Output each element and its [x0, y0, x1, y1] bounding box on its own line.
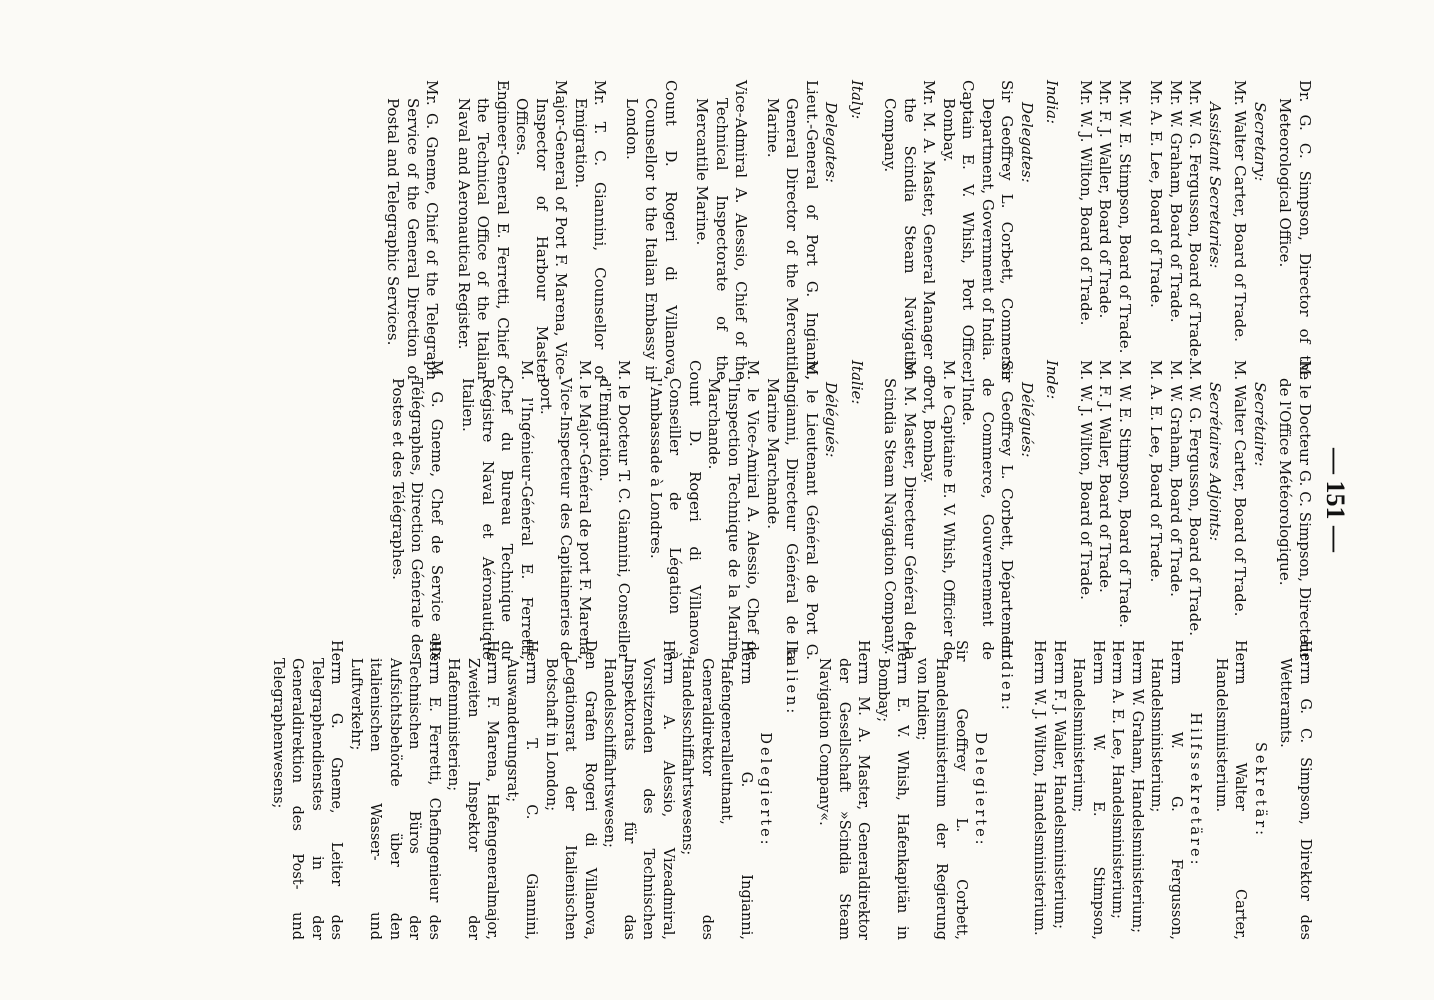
delegate-entry: Herrn F. J. Waller, Handelsministerium;	[1051, 640, 1067, 929]
country-heading: Italie:	[848, 360, 866, 405]
delegate-entry: M. W. Graham, Board of Trade.	[1167, 360, 1185, 597]
column-german	[268, 640, 1315, 940]
delegate-entry: M. F. J. Waller, Board of Trade.	[1096, 360, 1115, 593]
column-french	[388, 360, 1315, 660]
delegate-entry: M. A. E. Lee, Board of Trade.	[1147, 360, 1166, 583]
section-heading: Delegierte:	[757, 732, 774, 848]
delegate-entry: Count D. Rogeri di Villanova, Conseiller de Légation à l'Ambassade à Londres.	[647, 360, 704, 660]
delegate-entry: Vice-Admiral A. Alessio, Chief of the Technical Inspectorate of the Mercantile Marine.	[693, 80, 751, 380]
country-heading: Italy:	[848, 80, 866, 120]
delegate-entry: Herrn A. E. Lee, Handelsministerium;	[1109, 640, 1126, 919]
section-heading: Secrétaire:	[1251, 382, 1269, 467]
delegate-entry: Mr. W. Graham, Board of Trade.	[1167, 80, 1185, 323]
delegate-entry: Lieut.-General of Port G. Ingianni, General Director of the Mercantile Marine.	[764, 80, 821, 380]
delegate-entry: Sir Geoffrey L. Corbett, Département de Commerce, Gouvernement de l'Inde.	[959, 360, 1017, 660]
delegate-entry: Mr. F. J. Waller, Board of Trade.	[1096, 80, 1115, 319]
column-english	[383, 80, 1314, 380]
delegate-entry: Den Grafen Rogeri di Villanova, Legationsrat der Italienischen Botschaft in London;	[543, 640, 598, 940]
delegate-entry: Sir Geoffrey L. Corbett, Commerce Department, Government of India.	[979, 80, 1017, 380]
delegate-entry: M. le Docteur G. C. Simpson, Directeur de l'Office Météorologique.	[1276, 360, 1314, 660]
delegate-entry: Herrn G. Gneme, Leiter des Telegraphendienstes in der Generaldirektion des Post- und Telegraphenwesens;	[270, 640, 345, 940]
delegate-entry: Count D. Rogeri di Villanova, Counsellor to the Italian Embassy in London.	[623, 80, 680, 380]
section-heading: Delegates:	[822, 102, 841, 183]
delegate-entry: Herrn G. C. Simpson, Direktor des Wetteramts.	[1277, 640, 1313, 940]
country-heading: India:	[1043, 80, 1062, 124]
delegate-entry: Mr. W. J. Wilton, Board of Trade.	[1077, 80, 1095, 326]
delegate-entry: Herrn W. Graham, Handelsministerium;	[1129, 640, 1145, 934]
section-heading: Delegierte:	[972, 732, 989, 848]
country-heading: Italien:	[783, 640, 799, 717]
delegate-entry: M. W. E. Stimpson, Board of Trade.	[1116, 360, 1134, 628]
delegate-entry: M. le Capitaine E. V. Whish, Officier de Port, Bombay.	[920, 360, 958, 660]
delegate-entry: Captain E. V. Whish, Port Officer, Bombay.	[940, 80, 978, 380]
delegate-entry: Herrn E. V. Whish, Hafenkapitän in Bombay;	[875, 640, 911, 940]
country-heading: Inde:	[1043, 360, 1062, 400]
delegate-entry: Dr. G. C. Simpson, Director of the Meteorological Office.	[1276, 80, 1314, 380]
delegate-entry: M. W. G. Fergusson, Board of Trade.	[1186, 360, 1205, 636]
delegate-entry: M. M. Master, Directeur Général de la Scindia Steam Navigation Company.	[881, 360, 919, 660]
delegate-entry: Engineer-General E. Ferretti, Chief of the Technical Office of the Italian Naval and Aeronautical Register.	[455, 80, 512, 380]
delegate-entry: Mr. T. C. Giannini, Counsellor of Emigration.	[572, 80, 610, 380]
section-heading: Délégués:	[822, 382, 841, 458]
country-heading: Indien:	[998, 640, 1014, 713]
delegate-entry: Mr. Walter Carter, Board of Trade.	[1231, 80, 1250, 342]
delegate-entry: Herrn W. E. Stimpson, Handelsministerium;	[1070, 640, 1106, 940]
delegate-entry: Herrn A. Alessio, Vizeadmiral, Vorsitzenden des Technischen Inspektorats für das Handelsschiffahrtswesen;	[601, 640, 676, 940]
delegate-entry: M. le Major-Général de port F. Marena, Vice-Inspecteur des Capitaineries de port.	[537, 360, 595, 660]
delegate-entry: Mr. W. E. Stimpson, Board of Trade.	[1116, 80, 1134, 354]
delegate-entry: Mr. W. G. Fergusson, Board of Trade.	[1186, 80, 1205, 362]
delegate-entry: Sir Geoffrey L. Corbett, Handelsministerium der Regierung von Indien;	[914, 640, 969, 940]
section-heading: Hilfssekretäre:	[1187, 712, 1204, 868]
delegate-entry: Herrn G. Ingianni, Hafengeneralleutnant, Generaldirektor des Handelsschiffahrtswesens;	[679, 640, 754, 940]
section-heading: Sekretär:	[1252, 741, 1268, 839]
delegate-entry: Mr. A. E. Lee, Board of Trade.	[1147, 80, 1166, 308]
delegate-entry: Herrn F. Marena, Hafengeneralmajor, Zweiten Inspektor der Hafenministerien;	[445, 640, 501, 940]
delegate-entry: Herrn W. G. Fergusson, Handelsministerium;	[1148, 640, 1184, 940]
delegate-entry: Mr. G. Gneme, Chief of the Telegraph Service of the General Direction of Postal and Telegraphic Services.	[384, 80, 442, 380]
delegate-entry: Herrn M. A. Master, Generaldirektor der Gesellschaft »Scindia Steam Navigation Company«.	[816, 640, 872, 940]
delegate-entry: Herrn T. C. Giannini, Auswanderungsrat;	[504, 640, 540, 940]
section-heading: Secrétaires Adjoints:	[1206, 382, 1224, 542]
delegate-entry: Herrn E. Ferretti, Chefingenieur des Technischen Büros der Aufsichtsbehörde über den italienischen Wasser- und Luftverkehr;	[348, 640, 442, 940]
delegate-entry: M. l'Ingénieur-Général E. Ferretti, Chef du Bureau Technique du Régistre Naval et Aéronautique Italien.	[459, 360, 536, 660]
delegate-entry: M. G. Gneme, Chef de Service aux Télégraphes, Direction Générale des Postes et des Télégraphes.	[389, 360, 446, 660]
delegate-entry: M. Walter Carter, Board of Trade.	[1231, 360, 1250, 617]
section-heading: Secretary:	[1251, 102, 1269, 182]
delegate-entry: M. le Docteur T. C. Giannini, Conseiller d'Emigration.	[596, 360, 634, 660]
page-number: — 151 —	[1321, 448, 1350, 552]
section-heading: Assistant Secretaries:	[1206, 102, 1224, 269]
delegate-entry: Herrn W. J. Wilton, Handelsministerium.	[1031, 640, 1048, 936]
delegate-entry: M. le Vice-Amiral A. Alessio, Chef de l'Inspection Technique de la Marine Marchande.	[705, 360, 763, 660]
delegate-entry: Herrn Walter Carter, Handelsministerium.	[1213, 640, 1249, 940]
delegate-entry: M. W. J. Wilton, Board of Trade.	[1077, 360, 1095, 600]
section-heading: Delegates:	[1018, 102, 1036, 183]
section-heading: Délégués:	[1018, 382, 1036, 458]
delegate-entry: Mr. M. A. Master, General Manager of the Scindia Steam Navigation Company.	[881, 80, 939, 380]
delegate-entry: Major-General of Port F. Marena, Vice-Inspector of Harbour Master Offices.	[513, 80, 571, 380]
delegate-entry: M. le Lieutenant Général de Port G. Ingianni, Directeur Général de la Marine Marchande.	[764, 360, 821, 660]
